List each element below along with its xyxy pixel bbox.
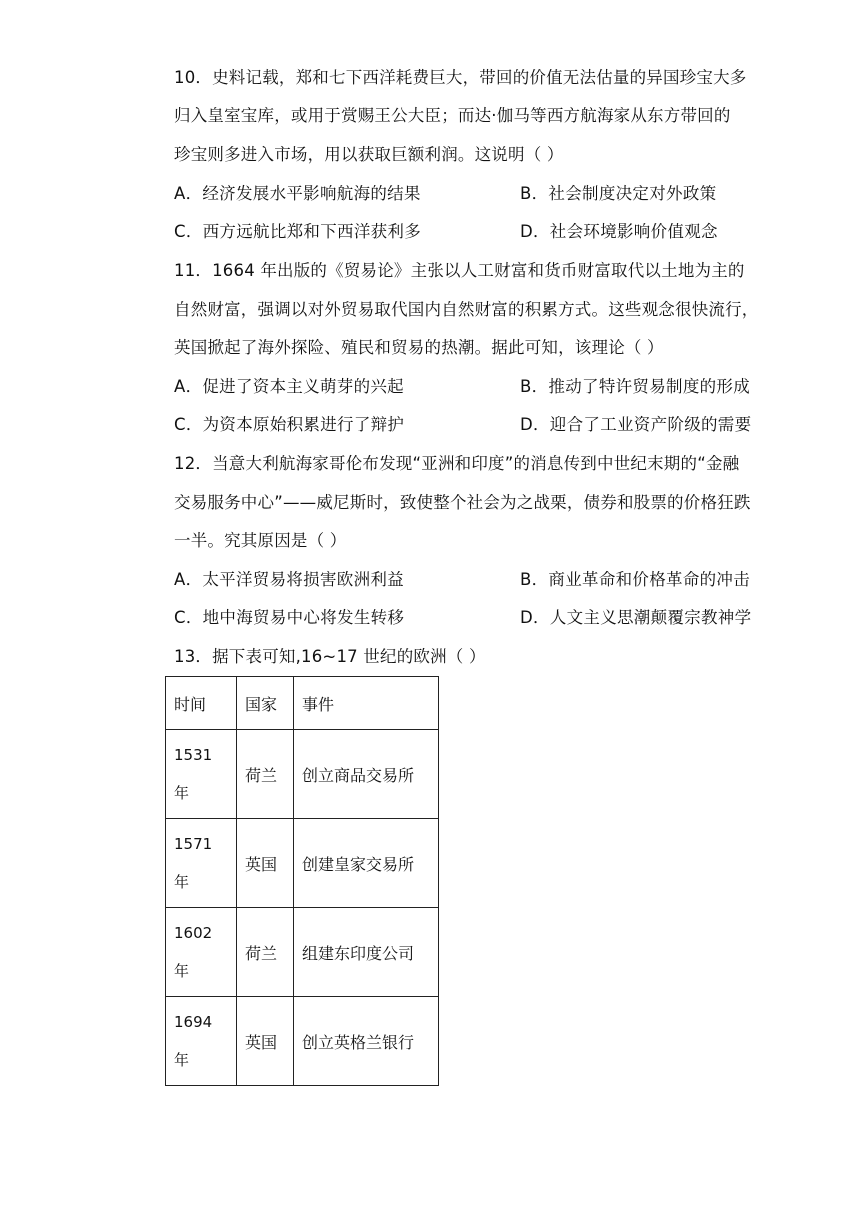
q12-option-c: C．地中海贸易中心将发生转移 [174, 608, 405, 627]
q10-stem-line-1: 10．史料记载，郑和七下西洋耗费巨大，带回的价值无法估量的异国珍宝大多 [174, 68, 747, 87]
q13-stem: 13．据下表可知,16~17 世纪的欧洲（ ） [174, 647, 486, 666]
header-time: 时间 [166, 677, 237, 730]
q10-stem-line-2: 归入皇室宝库，或用于赏赐王公大臣；而达·伽马等西方航海家从东方带回的 [174, 106, 731, 125]
year-unit: 年 [174, 873, 190, 891]
cell-country: 英国 [237, 819, 294, 908]
q11-option-a: A．促进了资本主义萌芽的兴起 [174, 377, 404, 396]
q11-option-b: B．推动了特许贸易制度的形成 [520, 377, 751, 396]
cell-country: 英国 [237, 997, 294, 1086]
cell-country: 荷兰 [237, 908, 294, 997]
year-number: 1602 [174, 924, 213, 942]
q12-stem-line-3: 一半。究其原因是（ ） [174, 531, 347, 550]
table-row [166, 997, 439, 1086]
q12-option-b: B．商业革命和价格革命的冲击 [520, 570, 751, 589]
q11-stem-line-2: 自然财富，强调以对外贸易取代国内自然财富的积累方式。这些观念很快流行， [174, 300, 759, 319]
year-number: 1531 [174, 746, 213, 764]
year-number: 1694 [174, 1013, 213, 1031]
header-country: 国家 [237, 677, 294, 730]
year-unit: 年 [174, 784, 190, 802]
header-event: 事件 [294, 677, 439, 730]
year-unit: 年 [174, 1051, 190, 1069]
table-header-row [166, 677, 439, 730]
q12-option-d: D．人文主义思潮颠覆宗教神学 [520, 608, 752, 627]
cell-year [166, 997, 237, 1086]
cell-year [166, 819, 237, 908]
cell-year [166, 730, 237, 819]
table-row [166, 819, 439, 908]
q11-option-c: C．为资本原始积累进行了辩护 [174, 415, 405, 434]
q12-stem-line-1: 12．当意大利航海家哥伦布发现“亚洲和印度”的消息传到中世纪末期的“金融 [174, 454, 740, 473]
year-unit: 年 [174, 962, 190, 980]
q10-option-a: A．经济发展水平影响航海的结果 [174, 184, 421, 203]
cell-event: 创立商品交易所 [294, 730, 439, 819]
cell-country: 荷兰 [237, 730, 294, 819]
q11-stem-line-1: 11．1664 年出版的《贸易论》主张以人工财富和货币财富取代以土地为主的 [174, 261, 745, 280]
q12-stem-line-2: 交易服务中心”——威尼斯时，致使整个社会为之战栗，债券和股票的价格狂跌 [174, 493, 751, 512]
q11-option-d: D．迎合了工业资产阶级的需要 [520, 415, 752, 434]
q12-option-a: A．太平洋贸易将损害欧洲利益 [174, 570, 404, 589]
events-table [165, 676, 439, 1086]
cell-year [166, 908, 237, 997]
cell-event: 组建东印度公司 [294, 908, 439, 997]
year-number: 1571 [174, 835, 213, 853]
table-row [166, 908, 439, 997]
q10-option-b: B．社会制度决定对外政策 [520, 184, 717, 203]
q11-stem-line-3: 英国掀起了海外探险、殖民和贸易的热潮。据此可知，该理论（ ） [174, 338, 664, 357]
q10-option-d: D．社会环境影响价值观念 [520, 222, 718, 241]
q10-option-c: C．西方远航比郑和下西洋获利多 [174, 222, 422, 241]
q10-stem-line-3: 珍宝则多进入市场，用以获取巨额利润。这说明（ ） [174, 145, 564, 164]
cell-event: 创立英格兰银行 [294, 997, 439, 1086]
table-row [166, 730, 439, 819]
cell-event: 创建皇家交易所 [294, 819, 439, 908]
